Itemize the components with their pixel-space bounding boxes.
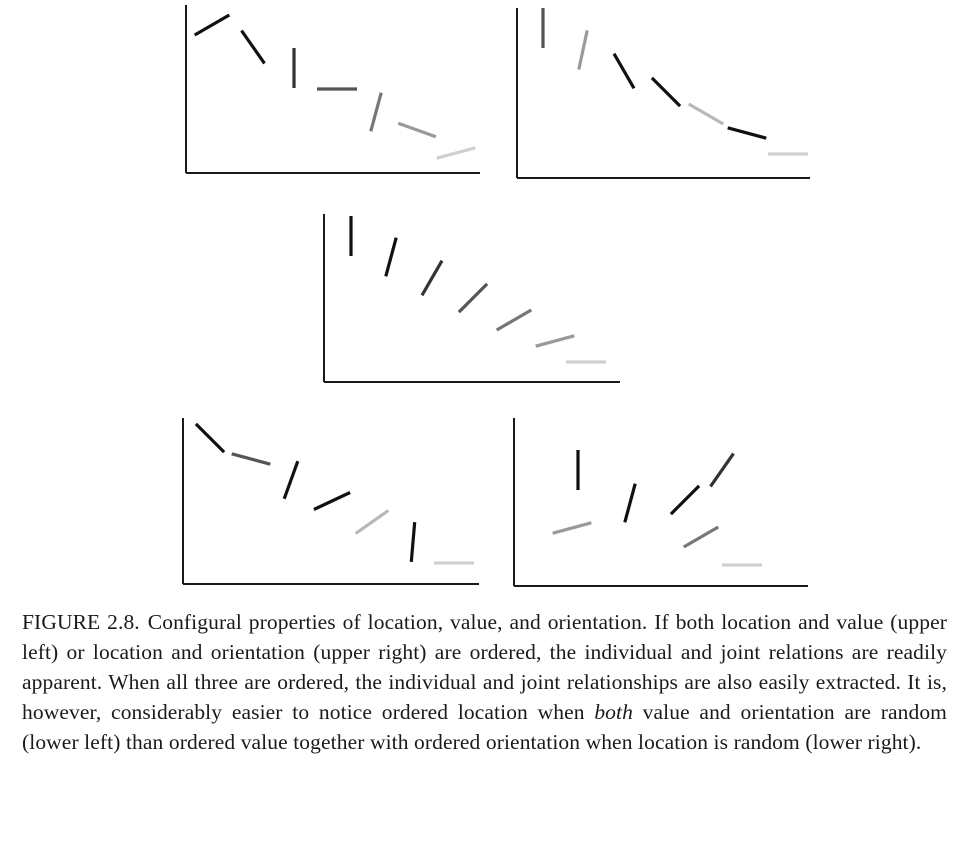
line-mark [196, 424, 224, 452]
line-mark [398, 123, 436, 137]
line-mark [459, 284, 487, 312]
panel-center [324, 214, 620, 382]
line-mark [671, 486, 699, 514]
line-mark [689, 104, 724, 124]
line-mark [371, 93, 381, 132]
line-mark [684, 527, 719, 547]
line-mark [711, 454, 734, 487]
line-mark [536, 336, 575, 346]
line-mark [314, 493, 350, 510]
line-mark [625, 484, 635, 523]
line-mark [356, 511, 389, 534]
line-mark [728, 128, 767, 138]
line-mark [422, 261, 442, 296]
line-mark [497, 310, 532, 330]
line-mark [242, 31, 265, 64]
line-mark [579, 30, 587, 69]
line-mark [232, 454, 271, 464]
panel-lower-left [183, 418, 479, 584]
caption-text-2: value and orientation are random (lower left) than ordered value together with ordered orientation when location is random (lower right). [22, 700, 947, 754]
line-mark [652, 78, 680, 106]
line-mark [614, 54, 634, 89]
line-mark [411, 522, 414, 562]
line-mark [386, 238, 396, 277]
figure-caption [22, 607, 947, 757]
line-mark [553, 523, 592, 533]
panel-upper-left [186, 5, 480, 173]
panel-upper-right [517, 8, 810, 178]
line-mark [437, 148, 476, 158]
caption-emphasis: both [594, 700, 633, 724]
panel-lower-right [514, 418, 808, 586]
caption-text-1: Configural properties of location, value, and orientation. If both location and value (upper left) or location and orientation (upper right) are ordered, the individual and joint relations are readily apparent. When all three are ordered, the individual and joint relationships are also easily extracted. It is, however, considerably easier to notice ordered location when [22, 610, 948, 724]
figure-label: FIGURE 2.8. [22, 610, 140, 634]
line-mark [195, 15, 230, 35]
line-mark [284, 461, 298, 499]
